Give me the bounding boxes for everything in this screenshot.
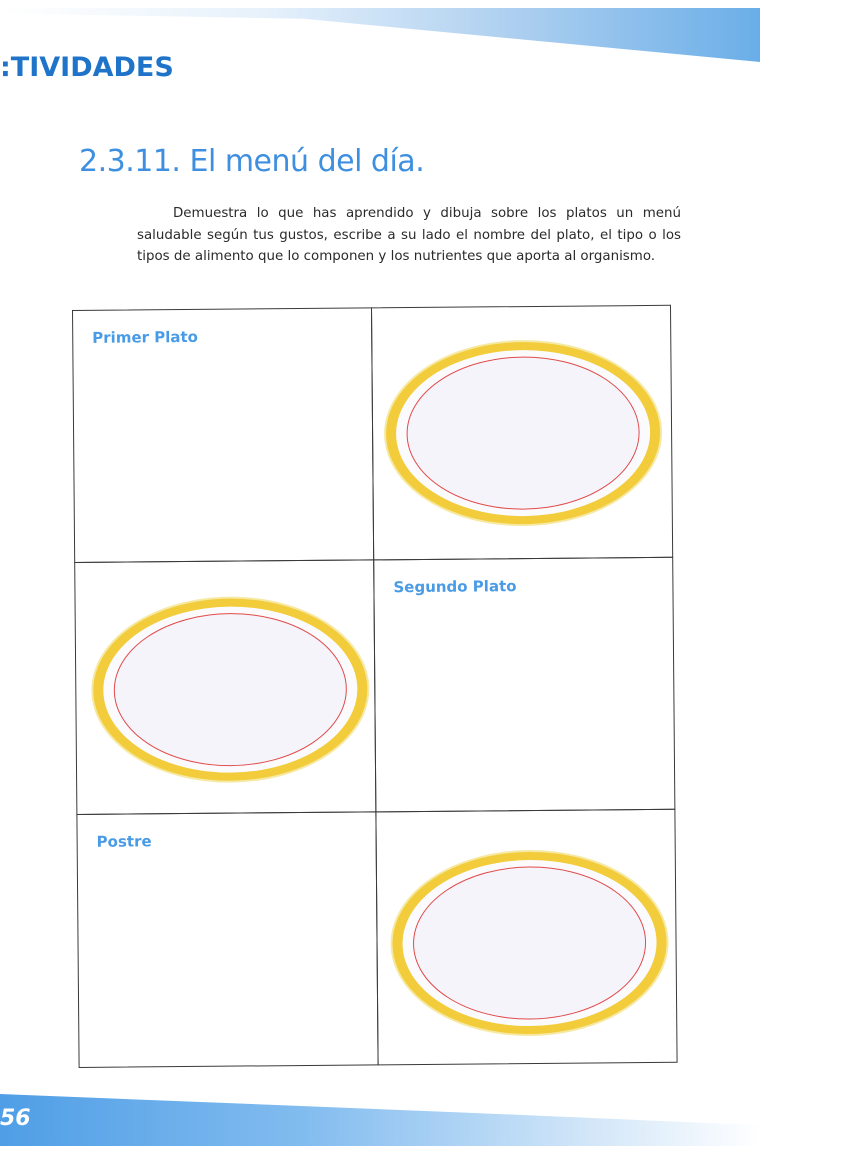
footer-banner (0, 1094, 760, 1146)
cell-segundo-plato-plate[interactable] (74, 559, 376, 815)
cell-segundo-plato-label (373, 557, 675, 813)
cell-primer-plato-label (72, 307, 374, 563)
instructions-text: Demuestra lo que has aprendido y dibuja sobre los platos un menú saludable según tus gustos, escribe a su lado el nombre del plato, el tipo o los tipos de alimento que lo componen y los nutrientes que aporta al organismo. (137, 206, 681, 264)
plate-3[interactable] (387, 844, 673, 1042)
plate-1[interactable] (380, 334, 666, 532)
plate-2[interactable] (87, 590, 373, 788)
cell-postre-label (76, 811, 378, 1068)
postre-label: Postre (96, 832, 152, 851)
primer-plato-label: Primer Plato (92, 327, 199, 347)
section-label: :TIVIDADES (0, 52, 174, 83)
menu-grid (72, 305, 683, 1068)
segundo-plato-label: Segundo Plato (393, 577, 517, 597)
cell-postre-plate[interactable] (375, 809, 677, 1066)
page-title: 2.3.11. El menú del día. (79, 144, 425, 179)
cell-primer-plato-plate[interactable] (371, 305, 673, 561)
page-number: 56 (0, 1106, 31, 1131)
